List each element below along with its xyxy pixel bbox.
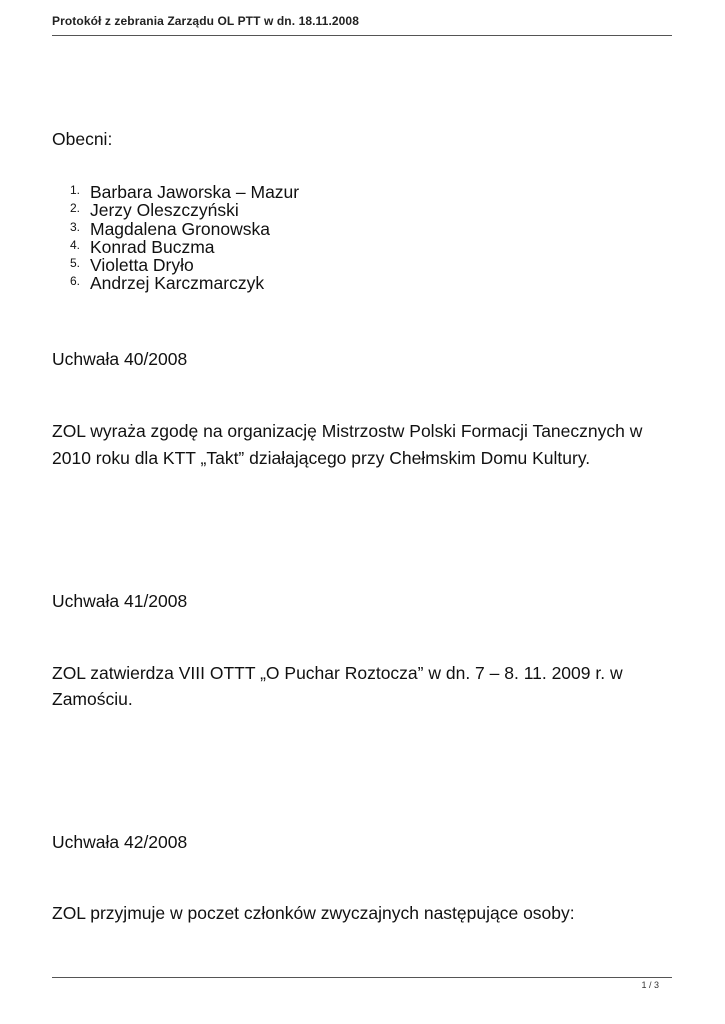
list-item bbox=[66, 274, 299, 292]
list-item-name: Andrzej Karczmarczyk bbox=[90, 273, 265, 294]
resolution-42-title: Uchwała 42/2008 bbox=[52, 832, 188, 852]
page-header-title: Protokół z zebrania Zarządu OL PTT w dn. 18.11.2008 bbox=[52, 14, 359, 28]
present-label: Obecni: bbox=[52, 129, 113, 149]
page-number: 1 / 3 bbox=[641, 980, 659, 990]
header-divider bbox=[52, 35, 672, 36]
present-list bbox=[66, 183, 299, 293]
resolution-40-title: Uchwała 40/2008 bbox=[52, 349, 188, 369]
list-item bbox=[66, 256, 299, 274]
list-item-number: 4. bbox=[70, 237, 81, 252]
list-item bbox=[66, 238, 299, 256]
list-item-name: Magdalena Gronowska bbox=[90, 218, 270, 239]
list-item-number: 6. bbox=[70, 274, 81, 289]
list-item bbox=[66, 220, 299, 238]
resolution-42-line-1: ZOL przyjmuje w poczet członków zwyczajnych następujące osoby: bbox=[52, 903, 575, 923]
footer-divider bbox=[52, 977, 672, 978]
list-item-name: Barbara Jaworska – Mazur bbox=[90, 182, 300, 202]
resolution-41-line-2: Zamościu. bbox=[52, 689, 133, 709]
resolution-40-line-2: 2010 roku dla KTT „Takt” działającego przy Chełmskim Domu Kultury. bbox=[52, 448, 591, 468]
list-item-name: Konrad Buczma bbox=[90, 236, 215, 257]
resolution-40-line-1: ZOL wyraża zgodę na organizację Mistrzostw Polski Formacji Tanecznych w bbox=[52, 421, 643, 441]
list-item-number: 3. bbox=[70, 219, 81, 234]
list-item bbox=[66, 183, 299, 201]
resolution-41-title: Uchwała 41/2008 bbox=[52, 591, 188, 611]
list-item-number: 2. bbox=[70, 201, 81, 216]
list-item-name: Jerzy Oleszczyński bbox=[90, 200, 239, 221]
list-item-number: 5. bbox=[70, 256, 81, 271]
resolution-41-line-1: ZOL zatwierdza VIII OTTT „O Puchar Roztocza” w dn. 7 – 8. 11. 2009 r. w bbox=[52, 663, 623, 683]
list-item bbox=[66, 201, 299, 219]
list-item-name: Violetta Dryło bbox=[90, 255, 194, 276]
list-item-number: 1. bbox=[70, 183, 81, 197]
